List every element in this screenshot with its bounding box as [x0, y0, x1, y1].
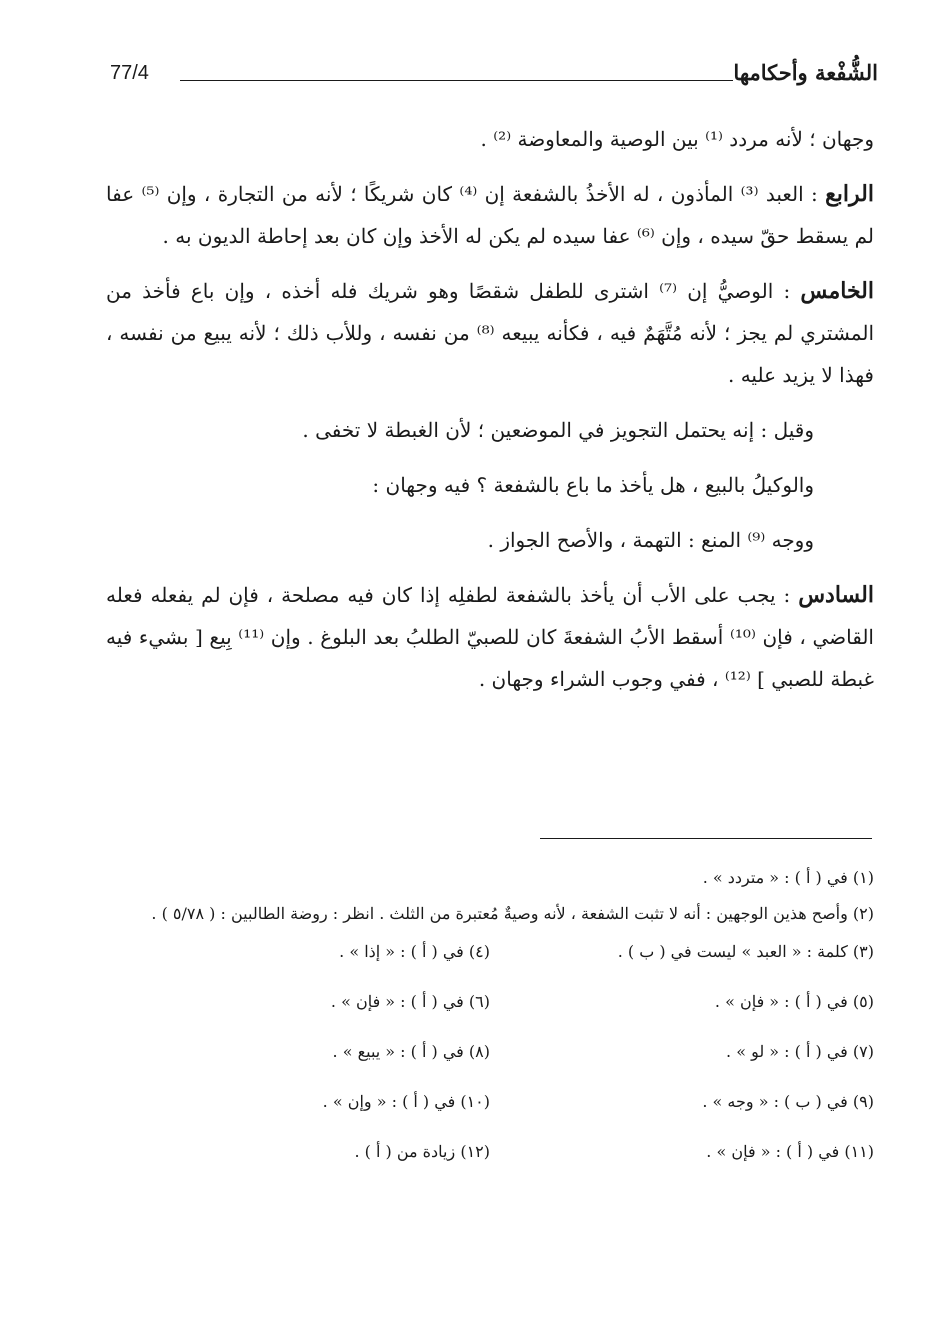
paragraph-1: [106, 118, 874, 160]
main-text: [106, 118, 874, 713]
footnote-8: (٨) في ( أ ) : « يبيع » .: [332, 1042, 490, 1061]
section-heading-fifth: الخامس: [800, 278, 874, 304]
page-header: [110, 56, 878, 96]
paragraph-5-text: والوكيلُ بالبيع ، هل يأخذ ما باع بالشفعة ؟ فيه وجهان :: [372, 473, 814, 497]
section-heading-sixth: السادس: [798, 582, 874, 608]
paragraph-6: [106, 519, 874, 561]
paragraph-6-text: ووجه ⁽⁹⁾ المنع : التهمة ، والأصح الجواز .: [487, 528, 814, 552]
footnote-2: (٢) وأصح هذين الوجهين : أنه لا تثبت الشفعة ، لأنه وصيةٌ مُعتبرة من الثلث . انظر : روضة الطالبين : ( ٥/٧٨ ) .: [151, 904, 874, 923]
paragraph-sixth: [106, 574, 874, 700]
footnote-10: (١٠) في ( أ ) : « وإن » .: [322, 1092, 490, 1111]
paragraph-fourth: [106, 173, 874, 257]
paragraph-5: [106, 464, 874, 506]
footnote-9: (٩) في ( ب ) : « وجه » .: [702, 1092, 874, 1111]
paragraph-4-text: وقيل : إنه يحتمل التجويز في الموضعين ؛ لأن الغبطة لا تخفى .: [302, 418, 814, 442]
footnote-grid: [106, 940, 874, 1164]
footnote-12: (١٢) زيادة من ( أ ) .: [354, 1142, 490, 1161]
section-heading-fourth: الرابع: [825, 181, 874, 207]
footnote-5: (٥) في ( أ ) : « فإن » .: [714, 992, 874, 1011]
paragraph-fifth: [106, 270, 874, 396]
paragraph-fifth-text: : الوصيُّ إن ⁽⁷⁾ اشترى للطفل شقصًا وهو شريك فله أخذه ، وإن باع فأخذ من المشتري لم يجز ؛ لأنه مُتَّهَمٌ فيه ، فكأنه يبيعه ⁽⁸⁾ من نفسه ، وللأب ذلك ؛ لأنه يبيع من نفسه ، فهذا لا يزيد عليه .: [106, 279, 875, 387]
page-number: 77/4: [110, 62, 149, 84]
footnote-6: (٦) في ( أ ) : « فإن » .: [330, 992, 490, 1011]
paragraph-4: [106, 409, 874, 451]
footnote-7: (٧) في ( أ ) : « لو » .: [726, 1042, 874, 1061]
footnote-3: (٣) كلمة : « العبد » ليست في ( ب ) .: [617, 942, 874, 961]
footnote-4: (٤) في ( أ ) : « إذا » .: [339, 942, 490, 961]
header-rule: [180, 80, 733, 81]
footnote-1: (١) في ( أ ) : « متردد » .: [702, 868, 874, 887]
footnote-11: (١١) في ( أ ) : « فإن » .: [706, 1142, 874, 1161]
paragraph-fourth-text: : العبد ⁽³⁾ المأذون ، له الأخذُ بالشفعة إن ⁽⁴⁾ كان شريكًا ؛ لأنه من التجارة ، وإن ⁽⁵⁾ عفا لم يسقط حقّ سيده ، وإن ⁽⁶⁾ عفا سيده لم يكن له الأخذ وإن كان بعد إحاطة الديون به .: [106, 182, 874, 248]
paragraph-1-text: وجهان ؛ لأنه مردد ⁽¹⁾ بين الوصية والمعاوضة ⁽²⁾ .: [480, 127, 874, 151]
footnote-separator: [540, 838, 872, 839]
running-title: الشُّفْعة وأحكامها: [733, 60, 878, 85]
paragraph-sixth-text: : يجب على الأب أن يأخذ بالشفعة لطفلِه إذا كان فيه مصلحة ، فإن لم يفعله فعله القاضي ، فإن ⁽¹⁰⁾ أسقط الأبُ الشفعةَ كان للصبيّ الطلبُ بعد البلوغ . وإن ⁽¹¹⁾ بِيع [ بشيء فيه غبطة للصبي ] ⁽¹²⁾ ، ففي وجوب الشراء وجهان .: [106, 583, 874, 691]
footnotes: [106, 864, 874, 1164]
